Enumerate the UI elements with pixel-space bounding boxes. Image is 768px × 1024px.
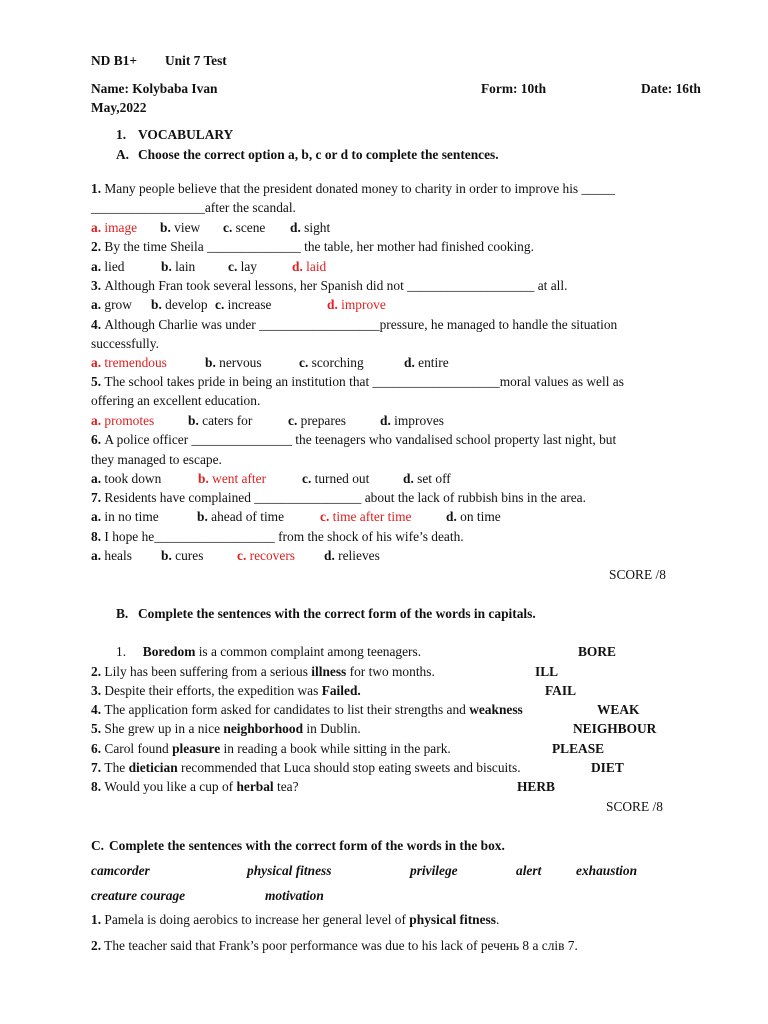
option bbox=[91, 258, 124, 275]
option bbox=[91, 296, 132, 313]
date-label: Date: 16th bbox=[641, 81, 701, 96]
question-number: 5. bbox=[91, 374, 105, 389]
item-text-end: tea? bbox=[273, 779, 299, 794]
option-text: tremendous bbox=[104, 355, 167, 370]
option-text: laid bbox=[306, 259, 327, 274]
capital-word: WEAK bbox=[597, 702, 640, 717]
option-text: lay bbox=[240, 259, 257, 274]
option-selected bbox=[91, 219, 137, 236]
option-letter: a. bbox=[91, 509, 105, 524]
item-number: 2. bbox=[91, 664, 105, 679]
capital-word: BORE bbox=[578, 644, 616, 659]
option-text: turned out bbox=[314, 471, 370, 486]
question-text bbox=[91, 335, 159, 352]
item-answer: weakness bbox=[469, 702, 523, 717]
option bbox=[380, 412, 444, 429]
option-text: entire bbox=[418, 355, 449, 370]
option-letter: d. bbox=[403, 471, 418, 486]
item-text: She grew up in a nice bbox=[104, 721, 224, 736]
option-letter: d. bbox=[327, 297, 342, 312]
item-number: 2. bbox=[91, 938, 102, 953]
question-line: I hope he__________________ from the shock of his wife’s death. bbox=[104, 529, 464, 544]
option-selected bbox=[91, 412, 154, 429]
option-selected bbox=[327, 296, 386, 313]
capital-word: NEIGHBOUR bbox=[573, 721, 657, 736]
part-c-item bbox=[91, 911, 499, 928]
option-letter: d. bbox=[380, 413, 395, 428]
option-text: in no time bbox=[104, 509, 159, 524]
item-text-end: in reading a book while sitting in the park. bbox=[220, 741, 451, 756]
question-text bbox=[91, 489, 586, 506]
question-text bbox=[91, 277, 567, 294]
option bbox=[404, 354, 449, 371]
question-text bbox=[91, 528, 464, 545]
option-text: prepares bbox=[300, 413, 346, 428]
option bbox=[223, 219, 265, 236]
part-a-label: A. bbox=[116, 147, 130, 162]
option-letter: a. bbox=[91, 471, 105, 486]
question-number: 3. bbox=[91, 278, 105, 293]
item-number: 7. bbox=[91, 760, 105, 775]
part-b-item bbox=[91, 663, 435, 680]
option-letter: c. bbox=[228, 259, 241, 274]
option-letter: b. bbox=[188, 413, 203, 428]
option-letter: c. bbox=[302, 471, 315, 486]
part-c-instruction: Complete the sentences with the correct form of the words in the box. bbox=[109, 838, 505, 853]
score-b: SCORE /8 bbox=[606, 799, 663, 814]
question-number: 2. bbox=[91, 239, 105, 254]
student-name: Name: Kolybaba Ivan bbox=[91, 81, 218, 96]
item-number: 4. bbox=[91, 702, 105, 717]
option-text: took down bbox=[104, 471, 162, 486]
section-title: VOCABULARY bbox=[138, 127, 234, 142]
option-text: view bbox=[174, 220, 201, 235]
question-line: Although Fran took several lessons, her Spanish did not ___________________ at all. bbox=[104, 278, 568, 293]
option-text: scene bbox=[235, 220, 266, 235]
question-text bbox=[91, 238, 534, 255]
option-text: develop bbox=[165, 297, 208, 312]
unit-title: Unit 7 Test bbox=[165, 53, 227, 68]
option bbox=[228, 258, 257, 275]
item-answer: physical fitness bbox=[409, 912, 496, 927]
option-text: caters for bbox=[202, 413, 253, 428]
part-b-item bbox=[91, 740, 451, 757]
option-text: sight bbox=[304, 220, 331, 235]
part-b-item bbox=[116, 643, 421, 660]
option-text: lied bbox=[104, 259, 125, 274]
option-text: scorching bbox=[311, 355, 364, 370]
question-number: 8. bbox=[91, 529, 105, 544]
item-text: Pamela is doing aerobics to increase her general level of bbox=[104, 912, 410, 927]
box-word: alert bbox=[516, 863, 542, 878]
item-text-end: is a common complaint among teenagers. bbox=[195, 644, 422, 659]
option-text: time after time bbox=[332, 509, 412, 524]
option-letter: b. bbox=[161, 548, 176, 563]
option-selected bbox=[320, 508, 411, 525]
option-text: image bbox=[104, 220, 138, 235]
item-text: The application form asked for candidates to list their strengths and bbox=[104, 702, 470, 717]
question-line: they managed to escape. bbox=[91, 452, 222, 467]
option-text: recovers bbox=[249, 548, 295, 563]
question-line: The school takes pride in being an institution that ___________________moral values as well as bbox=[104, 374, 624, 389]
option bbox=[188, 412, 252, 429]
option bbox=[161, 547, 203, 564]
question-line: A police officer _______________ the teenagers who vandalised school property last night, but bbox=[104, 432, 617, 447]
question-number: 7. bbox=[91, 490, 105, 505]
item-text-end: in Dublin. bbox=[303, 721, 361, 736]
option bbox=[299, 354, 364, 371]
option bbox=[160, 219, 200, 236]
box-word: exhaustion bbox=[576, 863, 638, 878]
section-number: 1. bbox=[116, 127, 127, 142]
option bbox=[324, 547, 380, 564]
option-letter: b. bbox=[205, 355, 220, 370]
option bbox=[91, 547, 132, 564]
option-text: set off bbox=[417, 471, 451, 486]
option-text: grow bbox=[104, 297, 132, 312]
item-text: Carol found bbox=[104, 741, 173, 756]
capital-word: DIET bbox=[591, 760, 624, 775]
item-text: The bbox=[104, 760, 129, 775]
option-letter: a. bbox=[91, 297, 105, 312]
option-letter: c. bbox=[237, 548, 250, 563]
item-answer: Failed. bbox=[321, 683, 361, 698]
capital-word: FAIL bbox=[545, 683, 576, 698]
item-number: 5. bbox=[91, 721, 105, 736]
option-text: lain bbox=[175, 259, 196, 274]
item-number: 1. bbox=[91, 912, 102, 927]
option-text: promotes bbox=[104, 413, 155, 428]
question-number: 1. bbox=[91, 181, 105, 196]
part-b-item bbox=[91, 720, 361, 737]
box-word: motivation bbox=[265, 888, 324, 903]
option bbox=[151, 296, 208, 313]
option-letter: d. bbox=[446, 509, 461, 524]
option-text: increase bbox=[227, 297, 272, 312]
option-text: improve bbox=[341, 297, 386, 312]
item-text-end: for two months. bbox=[346, 664, 435, 679]
option-letter: a. bbox=[91, 259, 105, 274]
option-letter: b. bbox=[151, 297, 166, 312]
option-text: on time bbox=[460, 509, 501, 524]
option bbox=[290, 219, 330, 236]
option-letter: b. bbox=[198, 471, 213, 486]
option-letter: d. bbox=[404, 355, 419, 370]
item-number: 6. bbox=[91, 741, 105, 756]
option bbox=[205, 354, 262, 371]
item-text: Lily has been suffering from a serious bbox=[104, 664, 312, 679]
option bbox=[215, 296, 272, 313]
part-b-item bbox=[91, 778, 299, 795]
option-letter: a. bbox=[91, 355, 105, 370]
capital-word: HERB bbox=[517, 779, 555, 794]
part-b-item bbox=[91, 682, 361, 699]
option-letter: c. bbox=[288, 413, 301, 428]
item-answer: neighborhood bbox=[223, 721, 304, 736]
item-answer: herbal bbox=[236, 779, 274, 794]
part-a-instruction: Choose the correct option a, b, c or d to complete the sentences. bbox=[138, 147, 499, 162]
option-letter: d. bbox=[324, 548, 339, 563]
item-answer: pleasure bbox=[172, 741, 221, 756]
date-continuation: May,2022 bbox=[91, 100, 147, 115]
box-word: creature courage bbox=[91, 888, 186, 903]
option-text: ahead of time bbox=[211, 509, 285, 524]
question-line: offering an excellent education. bbox=[91, 393, 261, 408]
option-letter: b. bbox=[197, 509, 212, 524]
item-text: Would you like a cup of bbox=[104, 779, 237, 794]
item-text-end: recommended that Luca should stop eating sweets and biscuits. bbox=[177, 760, 521, 775]
option-selected bbox=[91, 354, 167, 371]
part-c-label: C. bbox=[91, 838, 105, 853]
option-text: heals bbox=[104, 548, 132, 563]
option-letter: b. bbox=[161, 259, 176, 274]
option bbox=[288, 412, 346, 429]
option-letter: c. bbox=[215, 297, 228, 312]
box-word: privilege bbox=[410, 863, 458, 878]
option-text: nervous bbox=[219, 355, 262, 370]
part-c-item bbox=[91, 937, 578, 954]
item-number: 3. bbox=[91, 683, 105, 698]
item-number: 1. bbox=[116, 644, 143, 659]
option-letter: c. bbox=[223, 220, 236, 235]
question-line: Residents have complained ________________ about the lack of rubbish bins in the area. bbox=[104, 490, 586, 505]
question-line: By the time Sheila ______________ the table, her mother had finished cooking. bbox=[104, 239, 534, 254]
option-letter: b. bbox=[160, 220, 175, 235]
option-letter: a. bbox=[91, 413, 105, 428]
question-text bbox=[91, 451, 222, 468]
option-selected bbox=[292, 258, 326, 275]
option-selected bbox=[237, 547, 295, 564]
part-b-label: B. bbox=[116, 606, 129, 621]
item-text: The teacher said that Frank’s poor performance was due to his lack of речень 8 а слів 7. bbox=[104, 938, 578, 953]
item-number: 8. bbox=[91, 779, 105, 794]
item-text-end: . bbox=[495, 912, 500, 927]
option-letter: c. bbox=[299, 355, 312, 370]
score-a: SCORE /8 bbox=[609, 567, 666, 582]
question-text bbox=[91, 373, 624, 390]
option bbox=[403, 470, 451, 487]
option-letter: a. bbox=[91, 548, 105, 563]
capital-word: PLEASE bbox=[552, 741, 605, 756]
question-line: _________________after the scandal. bbox=[91, 200, 296, 215]
course-code: ND B1+ bbox=[91, 53, 137, 68]
option bbox=[161, 258, 195, 275]
option-letter: a. bbox=[91, 220, 105, 235]
item-answer: Boredom bbox=[142, 644, 196, 659]
option bbox=[91, 508, 159, 525]
question-text bbox=[91, 316, 617, 333]
form-label: Form: 10th bbox=[481, 81, 547, 96]
option-letter: c. bbox=[320, 509, 333, 524]
option bbox=[446, 508, 501, 525]
option-letter: d. bbox=[290, 220, 305, 235]
option-letter: d. bbox=[292, 259, 307, 274]
part-b-instruction: Complete the sentences with the correct form of the words in capitals. bbox=[138, 606, 536, 621]
question-text bbox=[91, 199, 296, 216]
option-text: cures bbox=[175, 548, 204, 563]
option bbox=[302, 470, 369, 487]
option-text: improves bbox=[394, 413, 444, 428]
item-answer: dietician bbox=[128, 760, 178, 775]
question-line: Many people believe that the president donated money to charity in order to improve his _____ bbox=[104, 181, 615, 196]
item-answer: illness bbox=[311, 664, 347, 679]
capital-word: ILL bbox=[535, 664, 559, 679]
option bbox=[91, 470, 161, 487]
option-text: went after bbox=[212, 471, 267, 486]
option-text: relieves bbox=[338, 548, 380, 563]
part-b-item bbox=[91, 759, 521, 776]
box-word: physical fitness bbox=[247, 863, 332, 878]
question-number: 4. bbox=[91, 317, 105, 332]
item-text: Despite their efforts, the expedition was bbox=[104, 683, 322, 698]
question-line: successfully. bbox=[91, 336, 159, 351]
question-number: 6. bbox=[91, 432, 105, 447]
question-text bbox=[91, 431, 616, 448]
question-text bbox=[91, 392, 260, 409]
option-selected bbox=[198, 470, 266, 487]
question-text bbox=[91, 180, 615, 197]
box-word: camcorder bbox=[91, 863, 150, 878]
part-b-item bbox=[91, 701, 523, 718]
option bbox=[197, 508, 284, 525]
question-line: Although Charlie was under __________________pressure, he managed to handle the situation bbox=[104, 317, 618, 332]
